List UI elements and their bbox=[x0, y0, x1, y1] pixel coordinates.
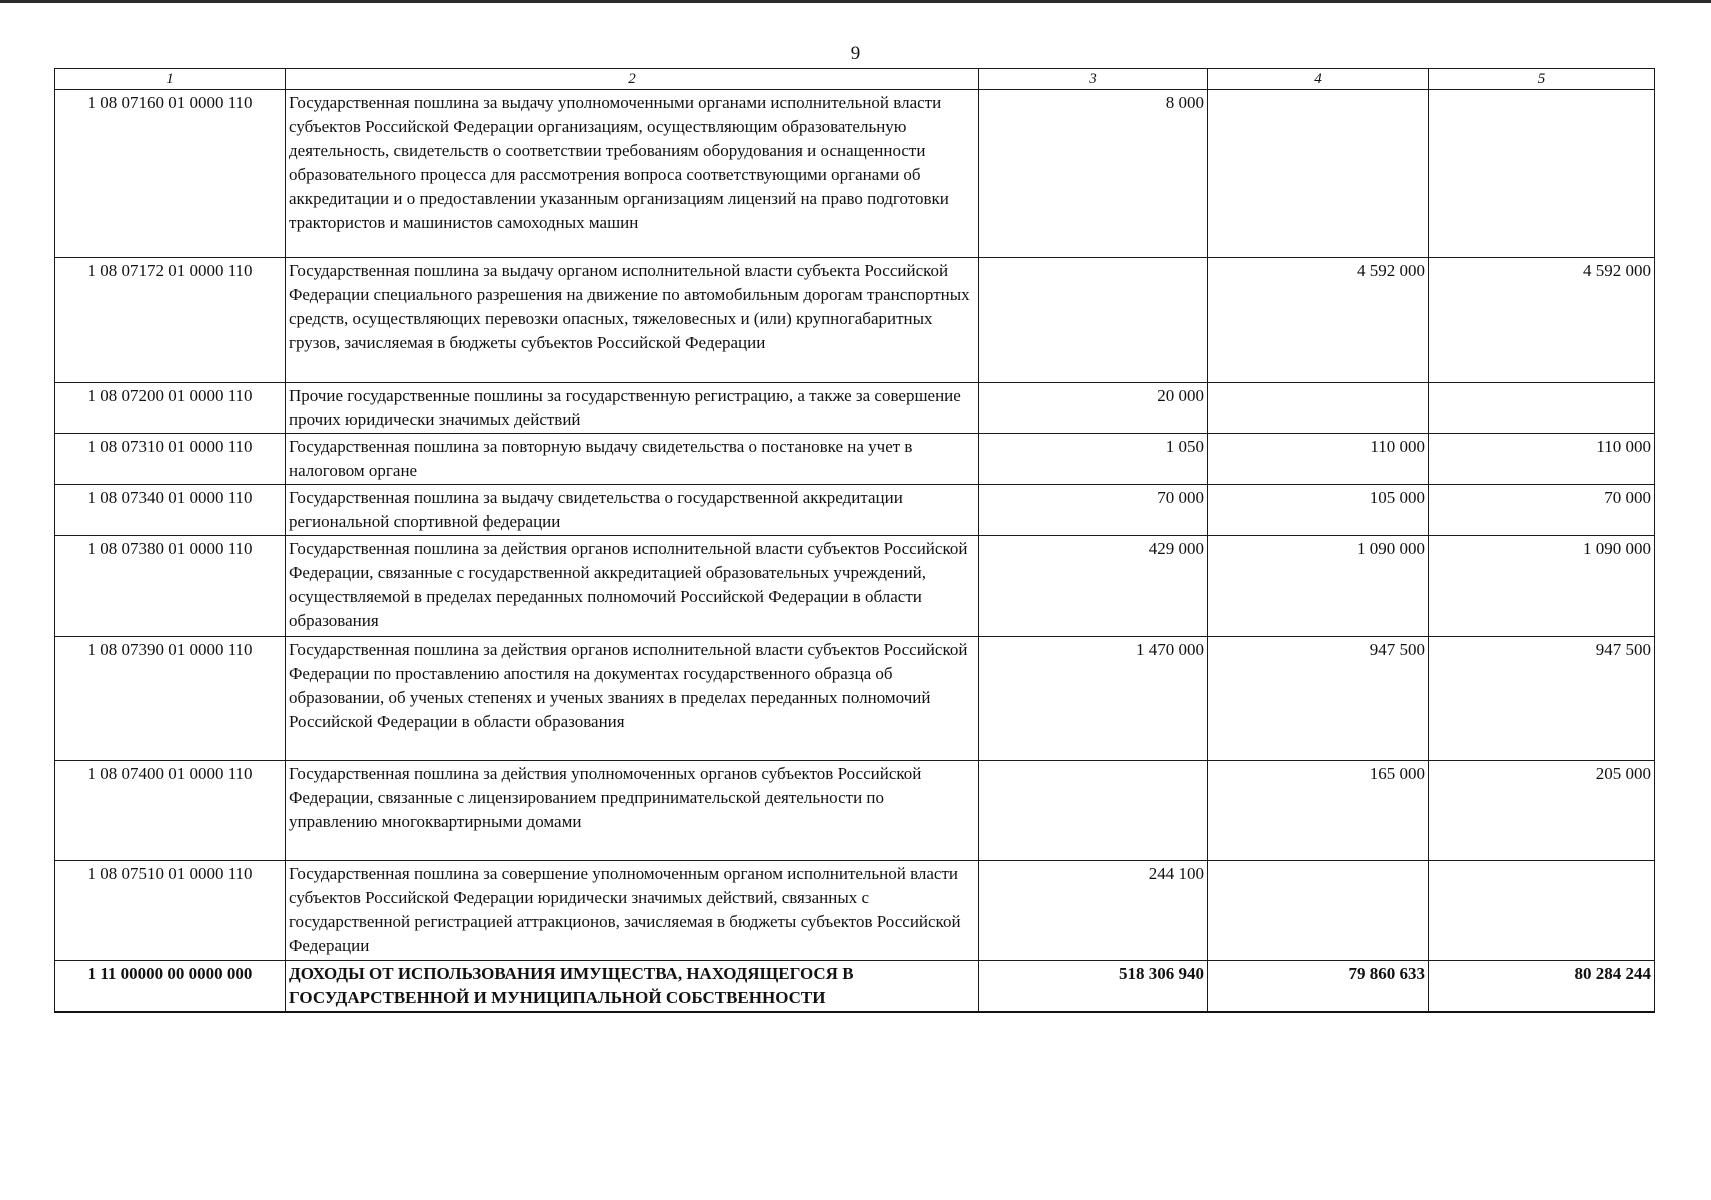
total-name: ДОХОДЫ ОТ ИСПОЛЬЗОВАНИЯ ИМУЩЕСТВА, НАХОДЯЩЕГОСЯ В ГОСУДАРСТВЕННОЙ И МУНИЦИПАЛЬНОЙ СОБСТВЕННОСТИ bbox=[286, 961, 979, 1013]
row-value-col4 bbox=[1208, 861, 1429, 961]
row-value-col5: 110 000 bbox=[1429, 434, 1655, 485]
row-value-col4: 110 000 bbox=[1208, 434, 1429, 485]
row-value-col3: 1 050 bbox=[979, 434, 1208, 485]
row-value-col5: 1 090 000 bbox=[1429, 536, 1655, 637]
row-value-col5 bbox=[1429, 383, 1655, 434]
row-value-col4: 165 000 bbox=[1208, 761, 1429, 861]
table-row bbox=[55, 485, 1655, 536]
row-name: Государственная пошлина за совершение уполномоченным органом исполнительной власти субъектов Российской Федерации юридически значимых действий, связанных с государственной регистрацией аттракционов, зачисляемая в бюджеты субъектов Российской Федерации bbox=[286, 861, 979, 961]
table-row bbox=[55, 434, 1655, 485]
row-value-col5 bbox=[1429, 861, 1655, 961]
total-value-col3: 518 306 940 bbox=[979, 961, 1208, 1013]
row-value-col3 bbox=[979, 258, 1208, 383]
row-value-col4: 1 090 000 bbox=[1208, 536, 1429, 637]
row-value-col5: 205 000 bbox=[1429, 761, 1655, 861]
row-value-col3: 1 470 000 bbox=[979, 637, 1208, 761]
table-header-row bbox=[55, 69, 1655, 90]
table-row bbox=[55, 861, 1655, 961]
revenue-table bbox=[54, 68, 1655, 1013]
row-name: Прочие государственные пошлины за государственную регистрацию, а также за совершение прочих юридически значимых действий bbox=[286, 383, 979, 434]
column-header-5: 5 bbox=[1429, 69, 1655, 90]
row-code: 1 08 07390 01 0000 110 bbox=[55, 637, 286, 761]
table-row-total bbox=[55, 961, 1655, 1013]
row-value-col3: 8 000 bbox=[979, 90, 1208, 258]
row-value-col3: 70 000 bbox=[979, 485, 1208, 536]
column-header-2: 2 bbox=[286, 69, 979, 90]
row-name: Государственная пошлина за повторную выдачу свидетельства о постановке на учет в налоговом органе bbox=[286, 434, 979, 485]
total-value-col4: 79 860 633 bbox=[1208, 961, 1429, 1013]
row-name: Государственная пошлина за действия органов исполнительной власти субъектов Российской Федерации, связанные с государственной аккредитацией образовательных учреждений, осуществляемой в пределах переданных полномочий Российской Федерации в области образования bbox=[286, 536, 979, 637]
total-value-col5: 80 284 244 bbox=[1429, 961, 1655, 1013]
table-row bbox=[55, 761, 1655, 861]
row-code: 1 08 07510 01 0000 110 bbox=[55, 861, 286, 961]
row-value-col5: 4 592 000 bbox=[1429, 258, 1655, 383]
row-value-col3 bbox=[979, 761, 1208, 861]
row-name: Государственная пошлина за действия органов исполнительной власти субъектов Российской Федерации по проставлению апостиля на документах государственного образца об образовании, об ученых степенях и ученых званиях в пределах переданных полномочий Российской Федерации в области образования bbox=[286, 637, 979, 761]
row-value-col3: 429 000 bbox=[979, 536, 1208, 637]
row-value-col5 bbox=[1429, 90, 1655, 258]
row-value-col5: 70 000 bbox=[1429, 485, 1655, 536]
table-row bbox=[55, 258, 1655, 383]
column-header-4: 4 bbox=[1208, 69, 1429, 90]
row-name: Государственная пошлина за выдачу свидетельства о государственной аккредитации региональной спортивной федерации bbox=[286, 485, 979, 536]
table-row bbox=[55, 383, 1655, 434]
row-value-col4 bbox=[1208, 383, 1429, 434]
table-row bbox=[55, 90, 1655, 258]
column-header-1: 1 bbox=[55, 69, 286, 90]
row-value-col4: 947 500 bbox=[1208, 637, 1429, 761]
row-name: Государственная пошлина за действия уполномоченных органов субъектов Российской Федерации, связанные с лицензированием предпринимательской деятельности по управлению многоквартирными домами bbox=[286, 761, 979, 861]
row-code: 1 08 07160 01 0000 110 bbox=[55, 90, 286, 258]
row-code: 1 08 07380 01 0000 110 bbox=[55, 536, 286, 637]
page-number: 9 bbox=[850, 43, 861, 64]
row-value-col4 bbox=[1208, 90, 1429, 258]
row-code: 1 08 07200 01 0000 110 bbox=[55, 383, 286, 434]
row-code: 1 08 07172 01 0000 110 bbox=[55, 258, 286, 383]
table-row bbox=[55, 536, 1655, 637]
row-code: 1 08 07340 01 0000 110 bbox=[55, 485, 286, 536]
total-code: 1 11 00000 00 0000 000 bbox=[55, 961, 286, 1013]
row-value-col4: 105 000 bbox=[1208, 485, 1429, 536]
row-name: Государственная пошлина за выдачу органом исполнительной власти субъекта Российской Федерации специального разрешения на движение по автомобильным дорогам транспортных средств, осуществляющих перевозки опасных, тяжеловесных и (или) крупногабаритных грузов, зачисляемая в бюджеты субъектов Российской Федерации bbox=[286, 258, 979, 383]
row-code: 1 08 07400 01 0000 110 bbox=[55, 761, 286, 861]
row-value-col3: 244 100 bbox=[979, 861, 1208, 961]
row-name: Государственная пошлина за выдачу уполномоченными органами исполнительной власти субъектов Российской Федерации организациям, осуществляющим образовательную деятельность, свидетельств о соответствии требованиям оборудования и оснащенности образовательного процесса для рассмотрения вопроса соответствующими органами об аккредитации и о предоставлении указанным организациям лицензий на право подготовки трактористов и машинистов самоходных машин bbox=[286, 90, 979, 258]
table-row bbox=[55, 637, 1655, 761]
row-value-col5: 947 500 bbox=[1429, 637, 1655, 761]
column-header-3: 3 bbox=[979, 69, 1208, 90]
row-value-col3: 20 000 bbox=[979, 383, 1208, 434]
row-code: 1 08 07310 01 0000 110 bbox=[55, 434, 286, 485]
page-top-border bbox=[0, 0, 1711, 3]
row-value-col4: 4 592 000 bbox=[1208, 258, 1429, 383]
